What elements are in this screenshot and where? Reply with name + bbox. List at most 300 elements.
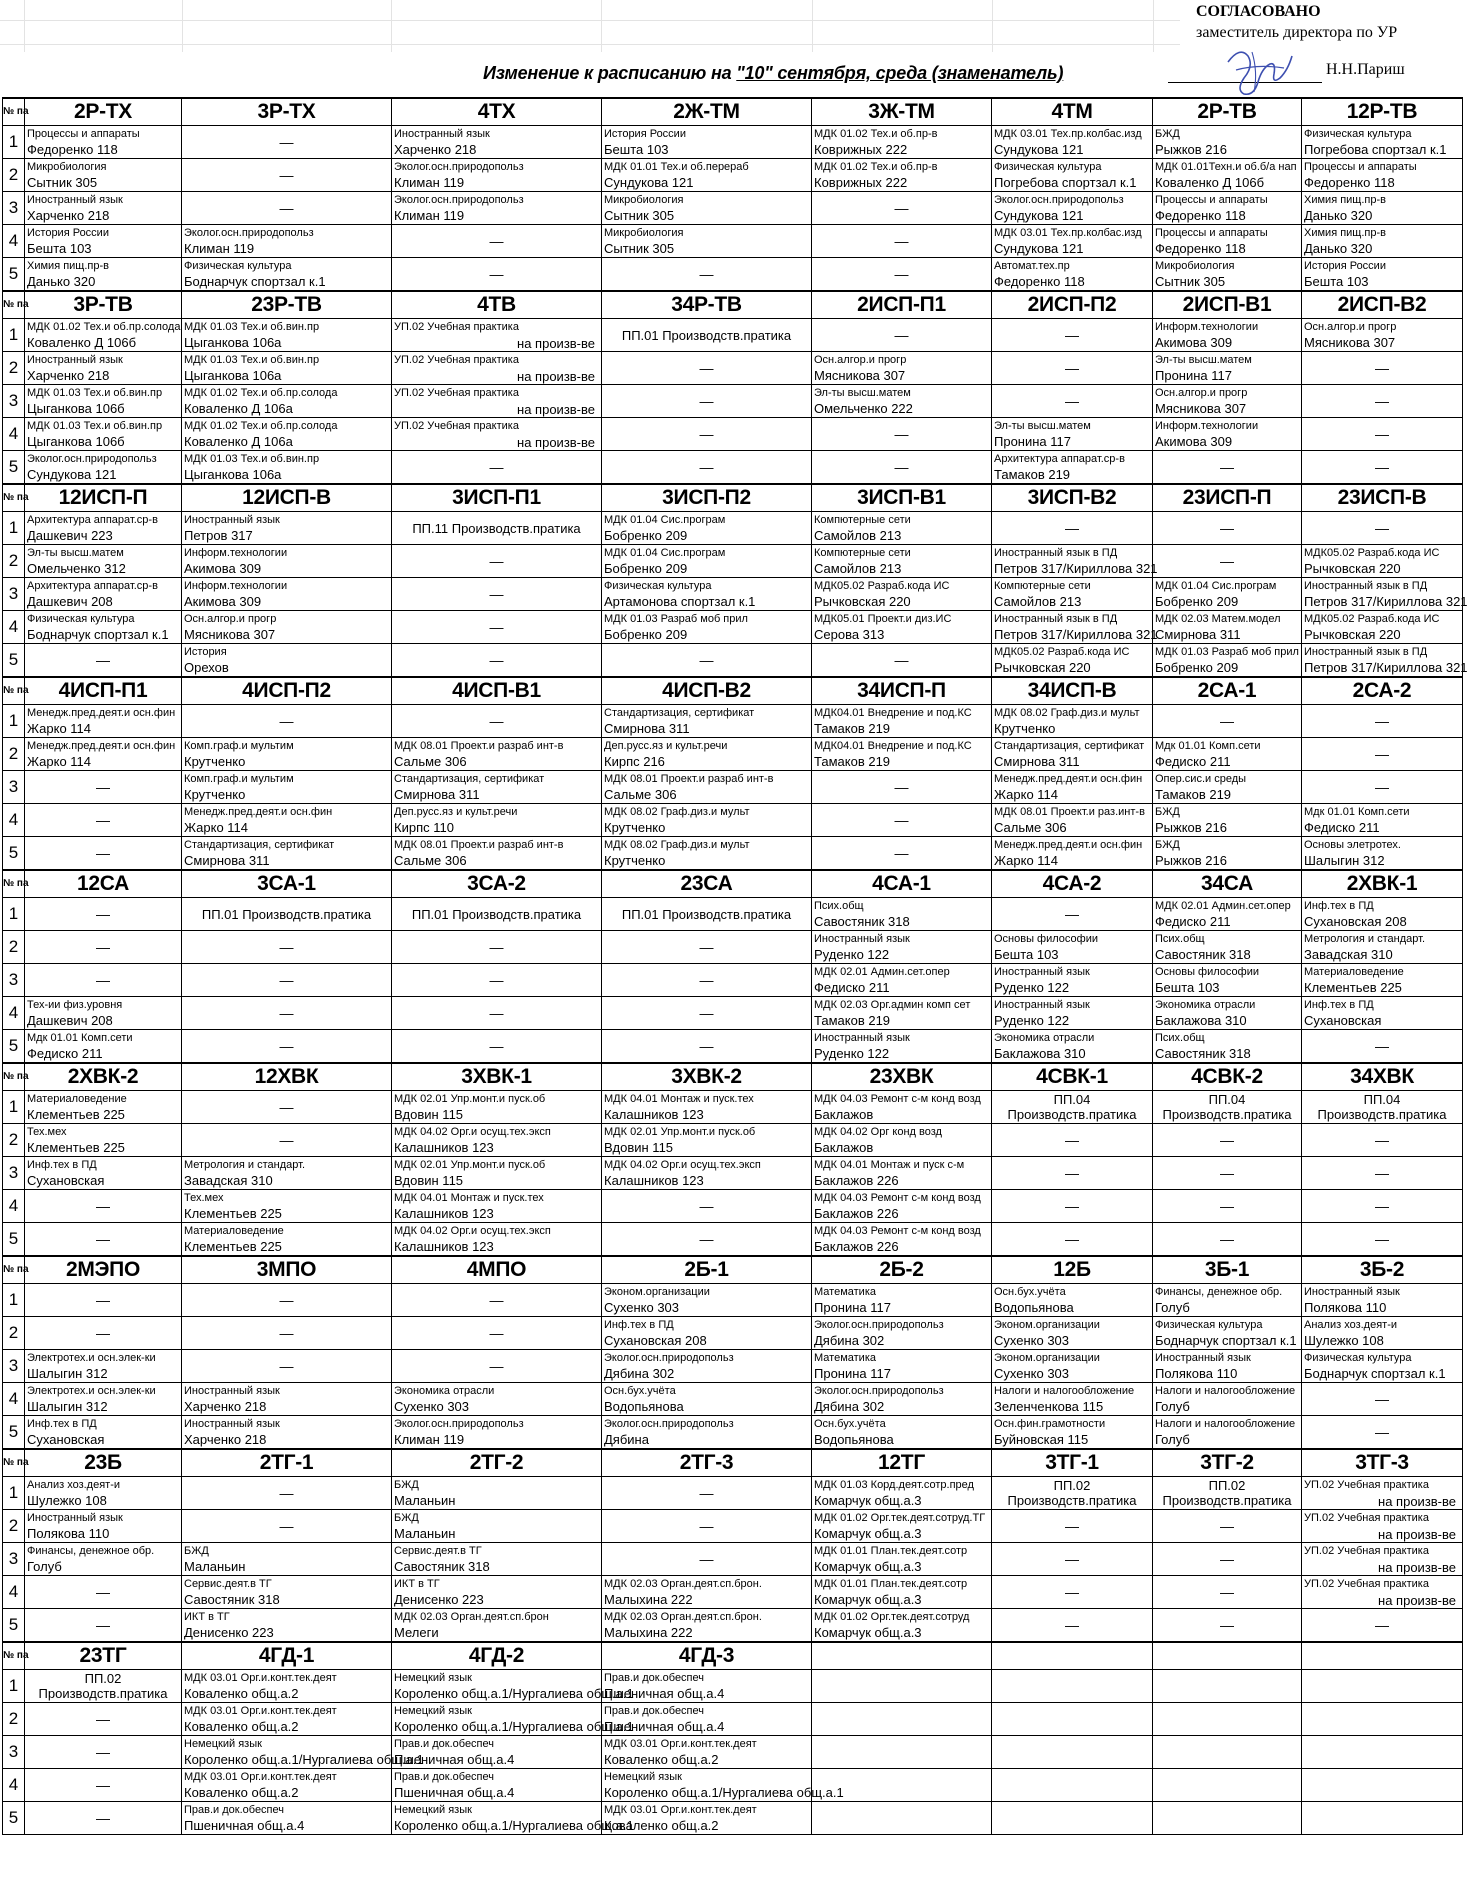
schedule-cell <box>1153 1416 1302 1450</box>
lesson-number-header: № па <box>3 98 25 126</box>
schedule-cell <box>25 611 182 644</box>
teacher-room: Сухановская <box>27 1173 105 1188</box>
cell-content <box>392 1670 634 1702</box>
cell-content <box>25 1317 181 1349</box>
schedule-cell <box>182 997 392 1030</box>
cell-content <box>812 1703 991 1735</box>
cell-content <box>1153 738 1301 770</box>
cell-content <box>1302 512 1462 544</box>
cell-content <box>1153 1383 1301 1415</box>
subject: Иностранный язык <box>394 128 490 140</box>
teacher-room: Петров 317/Кириллова 321 <box>994 561 1158 576</box>
teacher-room: Зеленченкова 115 <box>994 1399 1104 1414</box>
schedule-cell <box>992 964 1153 997</box>
lesson-row <box>3 1543 1463 1576</box>
subject: Иностранный язык <box>994 966 1090 978</box>
practice-code: ПП.02 <box>1053 1478 1091 1493</box>
practice-place: на произв-ве <box>1378 1494 1456 1509</box>
schedule-cell <box>182 225 392 258</box>
cell-content <box>1153 1510 1301 1542</box>
cell-content <box>1153 705 1301 737</box>
schedule-cell <box>392 1157 602 1190</box>
subject: Математика <box>814 1352 876 1364</box>
cell-content <box>812 738 991 770</box>
cell-content <box>25 738 181 770</box>
subject: Эконом.организации <box>604 1286 710 1298</box>
practice-label: УП.02 Учебная практика <box>394 387 519 399</box>
subject: Иностранный язык <box>994 999 1090 1011</box>
schedule-cell <box>1302 451 1463 485</box>
cell-content <box>25 1383 181 1415</box>
schedule-cell <box>1153 1609 1302 1643</box>
teacher-room: Баклажов 226 <box>814 1173 899 1188</box>
cell-content <box>1302 192 1462 224</box>
group-name: 23ТГ <box>25 1642 182 1670</box>
lesson-row <box>3 1317 1463 1350</box>
schedule-cell <box>1302 997 1463 1030</box>
schedule-cell <box>602 512 812 545</box>
no-lesson-dash: — <box>279 1292 294 1308</box>
cell-content <box>812 1576 991 1608</box>
cell-content <box>1153 385 1301 417</box>
lesson-number-header: № па <box>3 484 25 512</box>
practice-label: Производств.пратика <box>38 1686 168 1701</box>
teacher-room: Баклажов <box>814 1107 874 1122</box>
lesson-row <box>3 545 1463 578</box>
cell-content <box>992 931 1152 963</box>
teacher-room: Климан 119 <box>394 175 465 190</box>
schedule-cell <box>1153 545 1302 578</box>
teacher-room: Бешта 103 <box>1155 980 1220 995</box>
cell-content <box>25 705 181 737</box>
cell-content <box>992 1576 1152 1608</box>
no-lesson-dash: — <box>1065 327 1079 343</box>
teacher-room: Цыганкова 106а <box>184 368 282 383</box>
schedule-cell <box>992 1124 1153 1157</box>
group-name: 4ТХ <box>392 98 602 126</box>
subject: БЖД <box>1155 128 1180 140</box>
teacher-room: Голуб <box>1155 1399 1190 1414</box>
practice-label: ПП.11 Производств.пратика <box>412 521 581 536</box>
subject: Электротех.и осн.элек-ки <box>27 1352 156 1364</box>
teacher-room: Сундукова 121 <box>604 175 694 190</box>
schedule-cell <box>602 126 812 159</box>
cell-content <box>1153 1223 1301 1255</box>
teacher-room: Комарчук общ.а.3 <box>814 1625 922 1640</box>
teacher-room: Жарко 114 <box>27 754 92 769</box>
cell-content <box>602 1802 811 1834</box>
subject: Иностранный язык <box>184 514 280 526</box>
subject: Процессы и аппараты <box>1155 227 1268 239</box>
no-lesson-dash: — <box>1375 426 1389 442</box>
cell-content <box>992 1124 1152 1156</box>
teacher-room: Крутченко <box>994 721 1056 736</box>
no-lesson-dash: — <box>96 939 110 955</box>
cell-content <box>1153 931 1301 963</box>
teacher-room: Калашников 123 <box>394 1206 494 1221</box>
cell-content <box>25 512 181 544</box>
subject: Инф.тех в ПД <box>27 1159 97 1171</box>
subject: Немецкий язык <box>394 1705 472 1717</box>
cell-content <box>602 1030 811 1062</box>
schedule-cell <box>812 997 992 1030</box>
teacher-room: Клементьев 225 <box>184 1206 282 1221</box>
schedule-cell <box>992 352 1153 385</box>
cell-content <box>1153 319 1301 351</box>
no-lesson-dash: — <box>1375 1424 1389 1440</box>
cell-content <box>1302 258 1462 290</box>
subject: Химия пищ.пр-в <box>1304 227 1386 239</box>
cell-content <box>1302 1416 1462 1448</box>
lesson-row <box>3 1609 1463 1643</box>
cell-content <box>392 192 601 224</box>
subject: Анализ хоз.деят-и <box>1304 1319 1398 1331</box>
schedule-body <box>3 98 1468 1835</box>
cell-content <box>392 1510 601 1542</box>
teacher-room: Мясникова 307 <box>1304 335 1396 350</box>
cell-content <box>1302 1317 1462 1349</box>
subject: МДК 08.01 Проект.и разраб инт-в <box>394 740 564 752</box>
subject: Физическая культура <box>1304 1352 1412 1364</box>
cell-content <box>812 1350 991 1382</box>
subject: Эколог.осн.природопольз <box>604 1352 734 1364</box>
subject: Осн.бух.учёта <box>814 1418 886 1430</box>
cell-content <box>1153 644 1301 676</box>
cell-content <box>992 1802 1152 1834</box>
schedule-cell <box>992 1703 1153 1736</box>
subject: МДК 03.01 Орг.и.конт.тек.деят <box>604 1738 757 1750</box>
cell-content <box>25 931 181 963</box>
subject: Тех.мех <box>184 1192 224 1204</box>
no-lesson-dash: — <box>96 1198 110 1214</box>
schedule-cell <box>992 644 1153 678</box>
schedule-cell <box>182 512 392 545</box>
teacher-room: Акимова 309 <box>1155 335 1233 350</box>
cell-content <box>602 1157 811 1189</box>
schedule-cell <box>182 159 392 192</box>
schedule-cell <box>392 1703 634 1736</box>
subject: МДК 04.02 Орг.и осущ.тех.эксп <box>394 1126 551 1138</box>
group-name: 3Р-ТХ <box>182 98 392 126</box>
subject: Архитектура аппарат.ср-в <box>27 514 158 526</box>
no-lesson-dash: — <box>489 1038 504 1054</box>
no-lesson-dash: — <box>699 1231 714 1247</box>
cell-content <box>182 545 391 577</box>
document-header <box>0 0 1464 98</box>
schedule-cell <box>1302 705 1463 738</box>
no-lesson-dash: — <box>1220 520 1234 536</box>
subject: Тех-ии физ.уровня <box>27 999 123 1011</box>
schedule-cell <box>1153 1317 1302 1350</box>
group-name: 4ИСП-В1 <box>392 677 602 705</box>
lesson-row <box>3 1124 1463 1157</box>
practice-label: УП.02 Учебная практика <box>1304 1545 1429 1557</box>
schedule-cell <box>392 1416 602 1450</box>
cell-content <box>392 1317 601 1349</box>
teacher-room: Клементьев 225 <box>184 1239 282 1254</box>
subject: Физическая культура <box>184 260 292 272</box>
subject: МДК 08.02 Граф.диз.и мульт <box>604 839 750 851</box>
schedule-cell <box>1302 738 1463 771</box>
teacher-room: Малыхина 222 <box>604 1592 693 1607</box>
schedule-cell <box>602 997 812 1030</box>
cell-content <box>392 705 601 737</box>
no-lesson-dash: — <box>699 1005 714 1021</box>
schedule-cell <box>812 771 992 804</box>
cell-content <box>392 225 601 257</box>
teacher-room: Дашкевич 208 <box>27 1013 113 1028</box>
subject: Прав.и док.обеспеч <box>394 1738 494 1750</box>
schedule-cell <box>602 611 812 644</box>
no-lesson-dash: — <box>699 1518 714 1534</box>
teacher-room: Маланьин <box>394 1493 456 1508</box>
cell-content <box>1302 1670 1462 1702</box>
cell-content <box>602 1223 811 1255</box>
subject: МДК 01.02 Орг.тек.деят.сотруд <box>814 1611 970 1623</box>
teacher-room: Рыжков 216 <box>1155 820 1227 835</box>
cell-content <box>812 1416 991 1448</box>
subject: Псих.общ <box>1155 1032 1205 1044</box>
teacher-room: Пронина 117 <box>994 434 1071 449</box>
cell-content <box>992 738 1152 770</box>
teacher-room: Крутченко <box>184 787 246 802</box>
subject: МДК 03.01 Орг.и.конт.тек.деят <box>184 1771 337 1783</box>
cell-content <box>602 258 811 290</box>
group-name <box>1302 1642 1463 1670</box>
lesson-row <box>3 225 1463 258</box>
subject: Осн.бух.учёта <box>994 1286 1066 1298</box>
schedule-cell <box>182 644 392 678</box>
lesson-row <box>3 451 1463 485</box>
schedule-cell <box>1302 1091 1463 1124</box>
cell-content <box>1302 159 1462 191</box>
group-name: 12ИСП-В <box>182 484 392 512</box>
subject: МДК 02.03 Орган.деят.сп.брон <box>394 1611 549 1623</box>
no-lesson-dash: — <box>1375 1391 1389 1407</box>
no-lesson-dash: — <box>96 1584 110 1600</box>
cell-content <box>25 1769 181 1801</box>
cell-content <box>1153 1802 1301 1834</box>
lesson-number: 1 <box>3 898 25 931</box>
cell-content <box>1153 159 1301 191</box>
subject: Инф.тех в ПД <box>1304 900 1374 912</box>
subject: Прав.и док.обеспеч <box>394 1771 494 1783</box>
lesson-number: 3 <box>3 771 25 804</box>
schedule-cell <box>392 1124 602 1157</box>
no-lesson-dash: — <box>1220 459 1234 475</box>
cell-content <box>392 319 601 351</box>
schedule-cell <box>182 545 392 578</box>
schedule-cell <box>992 738 1153 771</box>
schedule-cell <box>812 225 992 258</box>
cell-content <box>392 738 601 770</box>
lesson-row <box>3 1736 1463 1769</box>
cell-content <box>182 1030 391 1062</box>
lesson-row <box>3 352 1463 385</box>
schedule-cell <box>992 1350 1153 1383</box>
cell-content <box>1302 771 1462 803</box>
cell-content <box>812 1317 991 1349</box>
schedule-cell <box>602 1477 812 1510</box>
no-lesson-dash: — <box>96 1325 110 1341</box>
lesson-row <box>3 1223 1463 1257</box>
cell-content <box>1153 1703 1301 1735</box>
no-lesson-dash: — <box>699 1198 714 1214</box>
schedule-cell <box>25 319 182 352</box>
teacher-room: Коваленко общ.а.2 <box>184 1719 299 1734</box>
subject: Эконом.организации <box>994 1352 1100 1364</box>
teacher-room: Вдовин 115 <box>394 1173 464 1188</box>
teacher-room: Бобренко 209 <box>604 627 688 642</box>
no-lesson-dash: — <box>489 713 504 729</box>
lesson-number: 5 <box>3 1609 25 1643</box>
schedule-cell <box>992 126 1153 159</box>
schedule-cell <box>992 771 1153 804</box>
schedule-cell <box>25 126 182 159</box>
schedule-cell <box>1302 258 1463 292</box>
subject: ИКТ в ТГ <box>394 1578 440 1590</box>
schedule-cell <box>992 385 1153 418</box>
schedule-cell <box>992 1416 1153 1450</box>
teacher-room: Шалыгин 312 <box>27 1399 108 1414</box>
cell-content <box>1153 804 1301 836</box>
no-lesson-dash: — <box>96 812 110 828</box>
schedule-cell <box>392 1091 602 1124</box>
lesson-number: 3 <box>3 1736 25 1769</box>
schedule-cell <box>1153 1510 1302 1543</box>
lesson-row <box>3 705 1463 738</box>
no-lesson-dash: — <box>279 1005 294 1021</box>
cell-content <box>182 1510 391 1542</box>
cell-content <box>812 126 991 158</box>
subject: МДК 02.01 Админ.сет.опер <box>814 966 950 978</box>
schedule-cell <box>392 578 602 611</box>
schedule-cell <box>392 898 602 931</box>
schedule-cell <box>392 1609 602 1643</box>
schedule-cell <box>602 1670 812 1703</box>
cell-content <box>25 225 181 257</box>
teacher-room: Денисенко 223 <box>184 1625 274 1640</box>
teacher-room: Федиско 211 <box>1155 754 1231 769</box>
schedule-cell <box>812 1670 992 1703</box>
schedule-cell <box>1153 1157 1302 1190</box>
group-name: 3МПО <box>182 1256 392 1284</box>
schedule-cell <box>812 1802 992 1835</box>
no-lesson-dash: — <box>699 426 714 442</box>
handwritten-signature <box>1218 42 1298 98</box>
teacher-room: Акимова 309 <box>1155 434 1233 449</box>
no-lesson-dash: — <box>489 586 504 602</box>
teacher-room: Водопьянова <box>814 1432 894 1447</box>
schedule-cell <box>992 1802 1153 1835</box>
no-lesson-dash: — <box>1375 1617 1389 1633</box>
teacher-room: Рычковская 220 <box>994 660 1091 675</box>
schedule-cell <box>602 1124 812 1157</box>
group-name: 34ИСП-В <box>992 677 1153 705</box>
no-lesson-dash: — <box>1065 1551 1079 1567</box>
group-name: 2ИСП-В2 <box>1302 291 1463 319</box>
teacher-room: Сухенко 303 <box>994 1366 1070 1381</box>
schedule-cell <box>602 225 812 258</box>
cell-content <box>812 1383 991 1415</box>
cell-content <box>812 385 991 417</box>
subject: МДК 04.02 Орг.и осущ.тех.эксп <box>604 1159 761 1171</box>
cell-content <box>1302 611 1462 643</box>
subject: История России <box>27 227 109 239</box>
schedule-cell <box>25 898 182 931</box>
schedule-cell <box>25 418 182 451</box>
cell-content <box>25 352 181 384</box>
no-lesson-dash: — <box>489 1292 504 1308</box>
teacher-room: Сундукова 121 <box>994 241 1084 256</box>
subject: Мдк 01.01 Комп.сети <box>1304 806 1410 818</box>
no-lesson-dash: — <box>96 1617 110 1633</box>
schedule-cell <box>1153 1477 1302 1510</box>
no-lesson-dash: — <box>894 845 909 861</box>
schedule-cell <box>392 611 602 644</box>
cell-content <box>1153 545 1301 577</box>
cell-content <box>812 1030 991 1062</box>
cell-content <box>25 1543 181 1575</box>
teacher-room: Полякова 110 <box>27 1526 110 1541</box>
subject: МДК 04.03 Ремонт с-м конд возд <box>814 1225 981 1237</box>
cell-content <box>602 1576 811 1608</box>
cell-content <box>25 1510 181 1542</box>
subject: Деп.русс.яз и культ.речи <box>394 806 518 818</box>
teacher-room: Жарко 114 <box>994 853 1059 868</box>
subject: Мдк 01.01 Комп.сети <box>27 1032 133 1044</box>
schedule-cell <box>812 512 992 545</box>
cell-content <box>25 1576 181 1608</box>
subject: Микробиология <box>604 194 684 206</box>
subject: МДК 01.03 Тех.и об.вин.пр <box>27 387 163 399</box>
teacher-room: Бобренко 209 <box>1155 594 1239 609</box>
lesson-row <box>3 931 1463 964</box>
teacher-room: Коваленко Д 106б <box>27 335 137 350</box>
teacher-room: Орехов <box>184 660 229 675</box>
cell-content <box>182 1091 391 1123</box>
schedule-cell <box>182 1124 392 1157</box>
lesson-number: 2 <box>3 352 25 385</box>
schedule-cell <box>1302 1670 1463 1703</box>
teacher-room: Коваленко общ.а.2 <box>604 1752 719 1767</box>
teacher-room: Рычковская 220 <box>1304 561 1401 576</box>
cell-content <box>812 1543 991 1575</box>
practice-code: ПП.04 <box>1053 1092 1091 1107</box>
schedule-cell <box>602 1190 812 1223</box>
teacher-room: Федоренко 118 <box>27 142 118 157</box>
group-name: 3Б-2 <box>1302 1256 1463 1284</box>
schedule-cell <box>1153 352 1302 385</box>
subject: Эколог.осн.природопольз <box>604 1418 734 1430</box>
teacher-room: Жарко 114 <box>184 820 249 835</box>
group-name: 4ИСП-В2 <box>602 677 812 705</box>
schedule-cell <box>392 1284 602 1317</box>
cell-content <box>1302 385 1462 417</box>
teacher-room: Самойлов 213 <box>994 594 1082 609</box>
cell-content <box>25 126 181 158</box>
cell-content <box>1153 1091 1301 1123</box>
teacher-room: Федоренко 118 <box>994 274 1085 289</box>
schedule-cell <box>392 1223 602 1257</box>
subject: ИКТ в ТГ <box>184 1611 230 1623</box>
cell-content <box>392 1091 601 1123</box>
schedule-cell <box>25 385 182 418</box>
schedule-cell <box>1302 964 1463 997</box>
cell-content <box>1302 225 1462 257</box>
schedule-cell <box>25 1091 182 1124</box>
schedule-cell <box>992 898 1153 931</box>
